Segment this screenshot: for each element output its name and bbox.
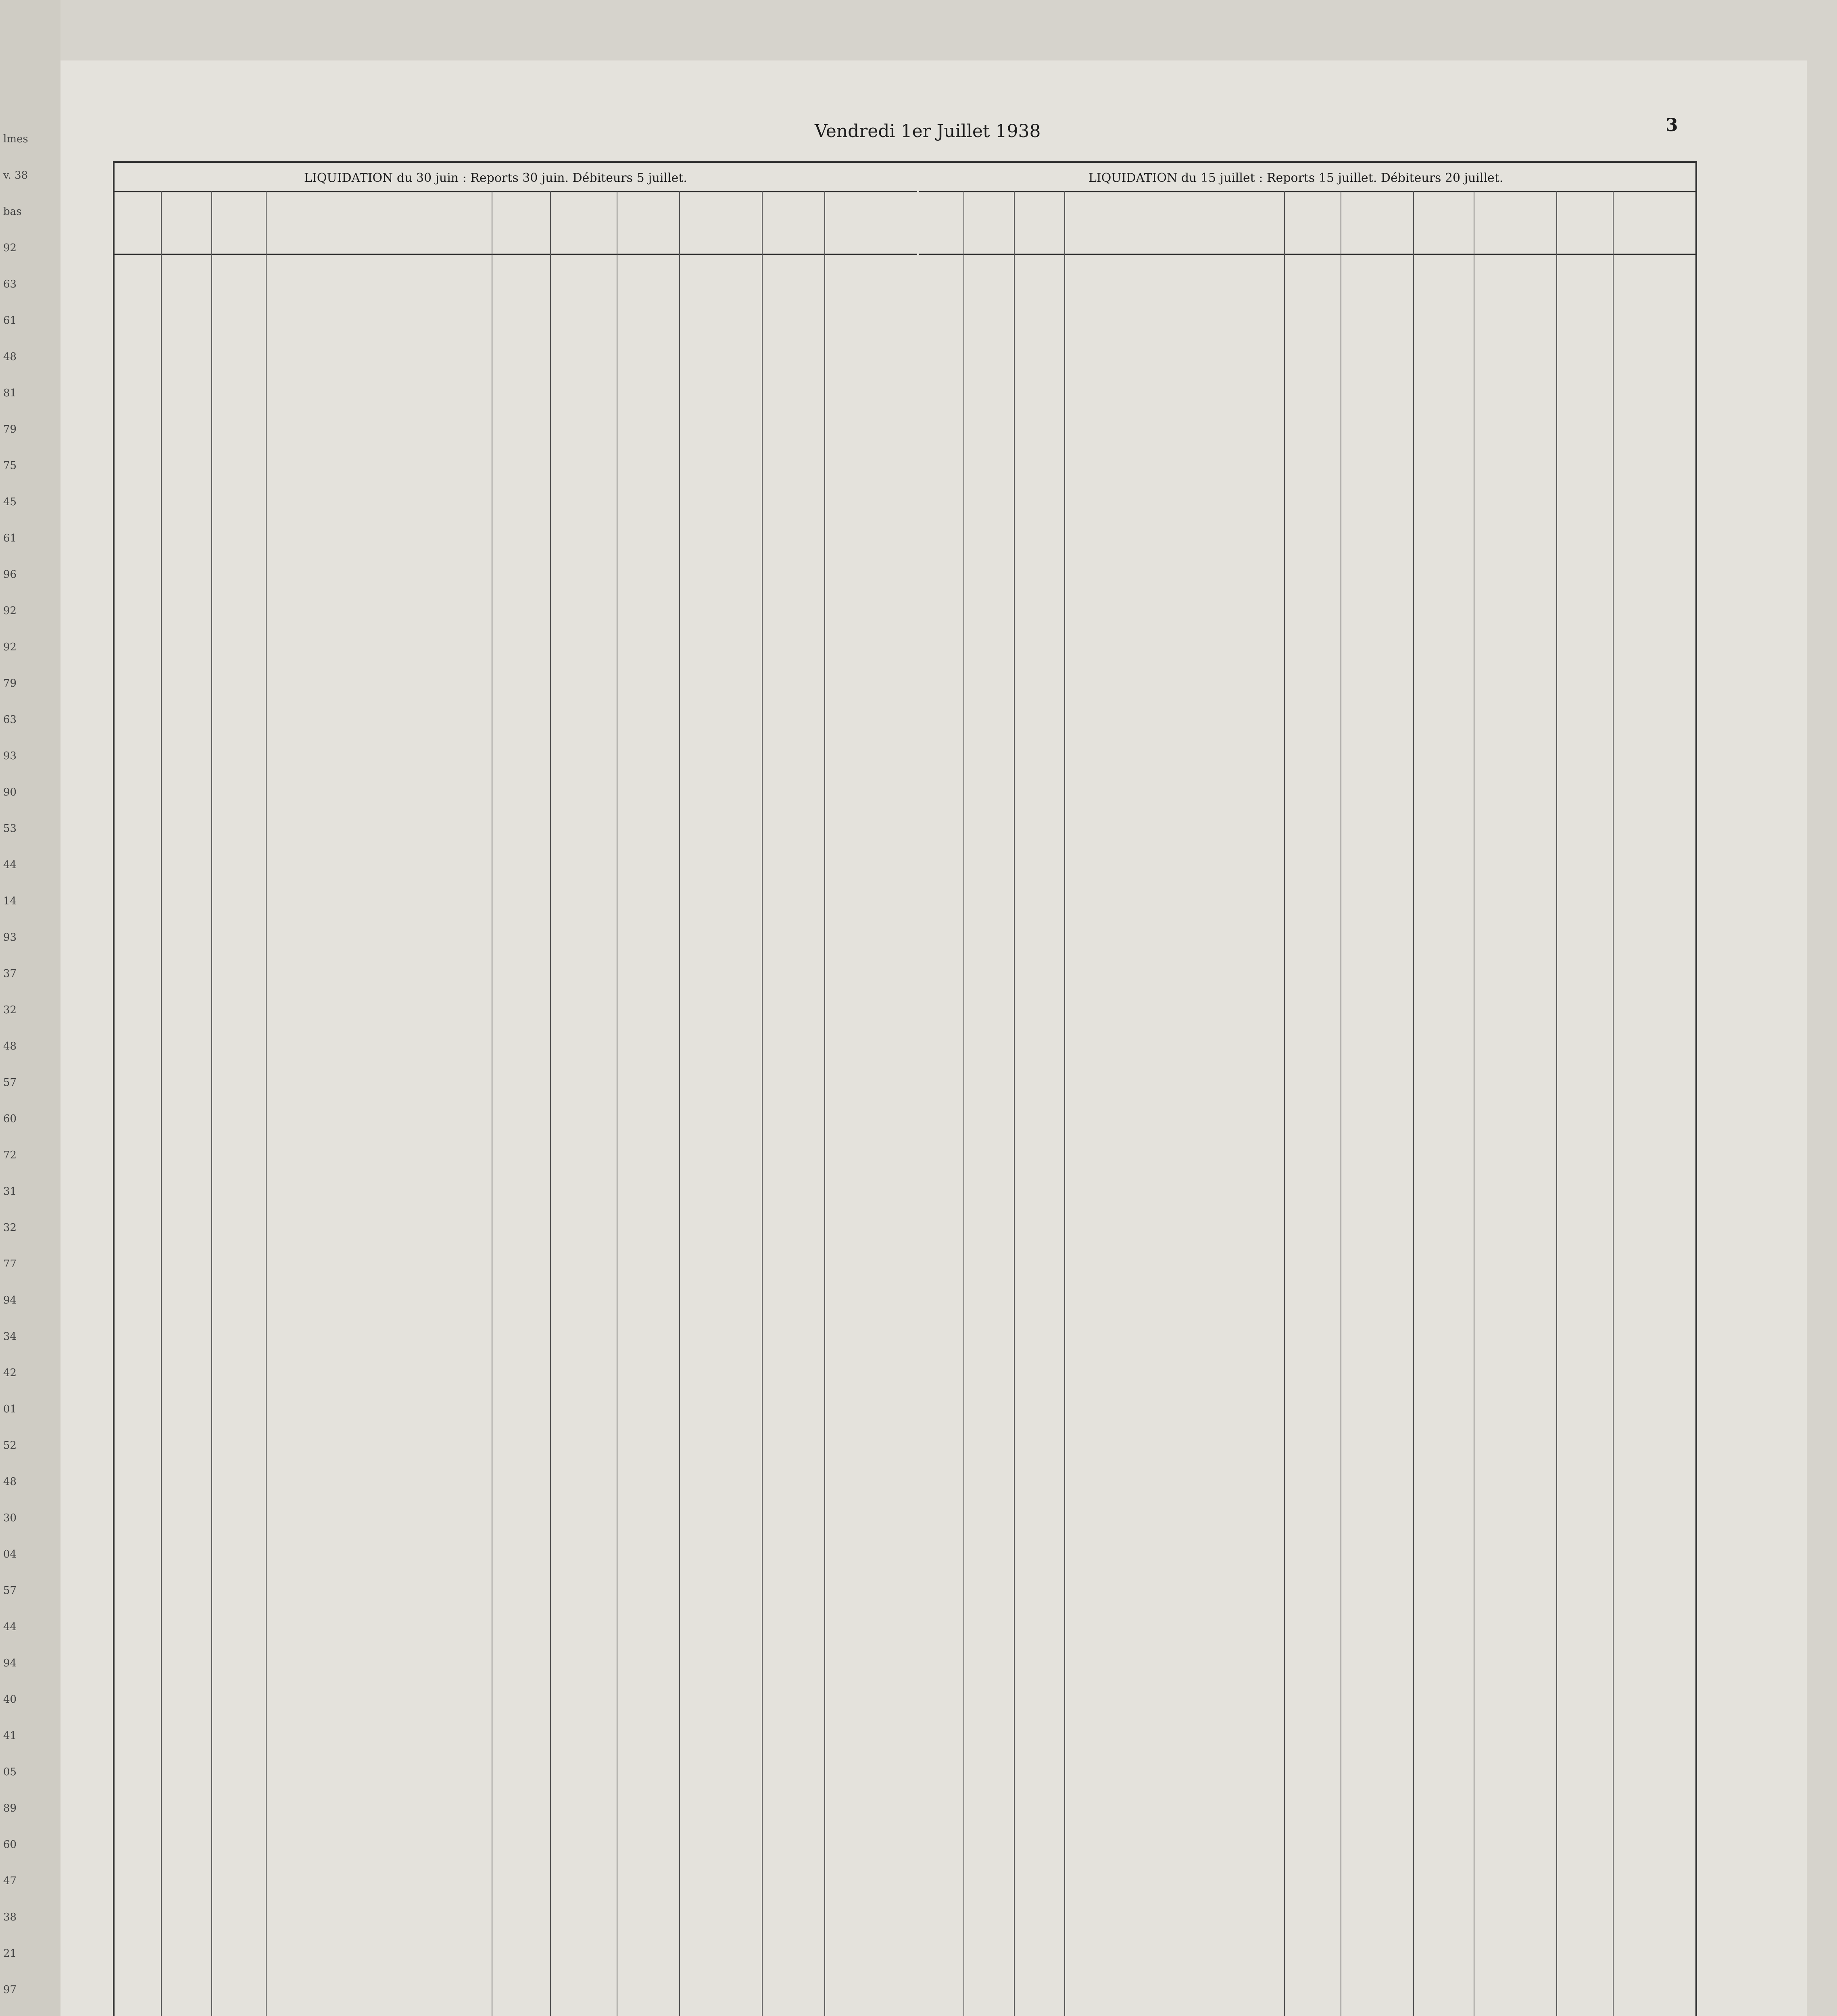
left-column-divider [211,191,212,2016]
gutter-fragment: 37 [3,968,17,980]
gutter-fragment: 32 [3,1004,17,1016]
right-column-divider [1014,191,1015,2016]
gutter-fragment: 89 [3,1802,17,1814]
gutter-fragment: 81 [3,387,17,399]
gutter-fragment: 47 [3,1875,17,1887]
gutter-fragment: 60 [3,1113,17,1125]
gutter-fragment: 97 [3,1984,17,1996]
right-column-divider [1556,191,1557,2016]
gutter-fragment: 77 [3,1258,17,1270]
gutter-fragment: 48 [3,1040,17,1052]
left-column-divider [762,191,763,2016]
gutter-fragment: 63 [3,714,17,726]
left-column-divider [679,191,680,2016]
gutter-fragment: v. 38 [3,169,28,181]
gutter-fragment: 94 [3,1657,17,1669]
gutter-fragment: 75 [3,460,17,472]
page-date: Vendredi 1er Juillet 1938 [815,121,1041,142]
gutter-fragment: 40 [3,1693,17,1706]
left-header-rule [115,254,917,255]
gutter-fragment: 44 [3,859,17,871]
left-column-divider [824,191,825,2016]
gutter-fragment: 48 [3,1476,17,1488]
gutter-fragment: 42 [3,1367,17,1379]
right-liquidation-heading: LIQUIDATION du 15 juillet : Reports 15 juillet. Débiteurs 20 juillet. [1088,171,1503,185]
adjacent-page-gutter [0,0,60,2016]
gutter-fragment: 04 [3,1548,17,1560]
gutter-fragment: 96 [3,569,17,581]
gutter-fragment: 41 [3,1730,17,1742]
left-liquidation-heading: LIQUIDATION du 30 juin : Reports 30 juin. Débiteurs 5 juillet. [304,171,687,185]
gutter-fragment: 61 [3,532,17,544]
page-number: 3 [1666,115,1678,135]
gutter-fragment: 44 [3,1621,17,1633]
gutter-fragment: 53 [3,823,17,835]
right-half-table [919,163,1695,2016]
left-column-divider [266,191,267,2016]
gutter-fragment: 45 [3,496,17,508]
right-column-divider [1284,191,1285,2016]
gutter-fragment: 52 [3,1439,17,1452]
gutter-fragment: 93 [3,931,17,943]
right-header-rule [919,254,1695,255]
gutter-fragment: 92 [3,641,17,653]
gutter-fragment: 57 [3,1077,17,1089]
gutter-fragment: 38 [3,1911,17,1923]
gutter-fragment: 57 [3,1585,17,1597]
gutter-fragment: 90 [3,786,17,798]
gutter-fragment: 14 [3,895,17,907]
right-column-divider [1613,191,1614,2016]
left-half-table [115,163,917,2016]
right-column-divider [1413,191,1414,2016]
gutter-fragment: lmes [3,133,28,145]
gutter-fragment: 30 [3,1512,17,1524]
gutter-fragment: 63 [3,278,17,290]
gutter-fragment: 79 [3,423,17,435]
gutter-fragment: 34 [3,1331,17,1343]
gutter-fragment: 01 [3,1403,17,1415]
gutter-fragment: 79 [3,677,17,689]
gutter-fragment: bas [3,206,22,218]
right-top-rule [919,191,1695,192]
gutter-fragment: 72 [3,1149,17,1161]
gutter-fragment: 48 [3,351,17,363]
right-column-divider [963,191,964,2016]
gutter-fragment: 92 [3,242,17,254]
gutter-fragment: 94 [3,1294,17,1306]
gutter-fragment: 21 [3,1947,17,1960]
gutter-fragment: 93 [3,750,17,762]
gutter-fragment: 05 [3,1766,17,1778]
gutter-fragment: 92 [3,605,17,617]
quotation-table [113,161,1697,2016]
gutter-fragment: 61 [3,314,17,327]
left-top-rule [115,191,917,192]
right-column-divider [1064,191,1065,2016]
left-column-divider [550,191,551,2016]
left-column-divider [161,191,162,2016]
gutter-fragment: 60 [3,1839,17,1851]
gutter-fragment: 32 [3,1222,17,1234]
gutter-fragment: 31 [3,1185,17,1198]
